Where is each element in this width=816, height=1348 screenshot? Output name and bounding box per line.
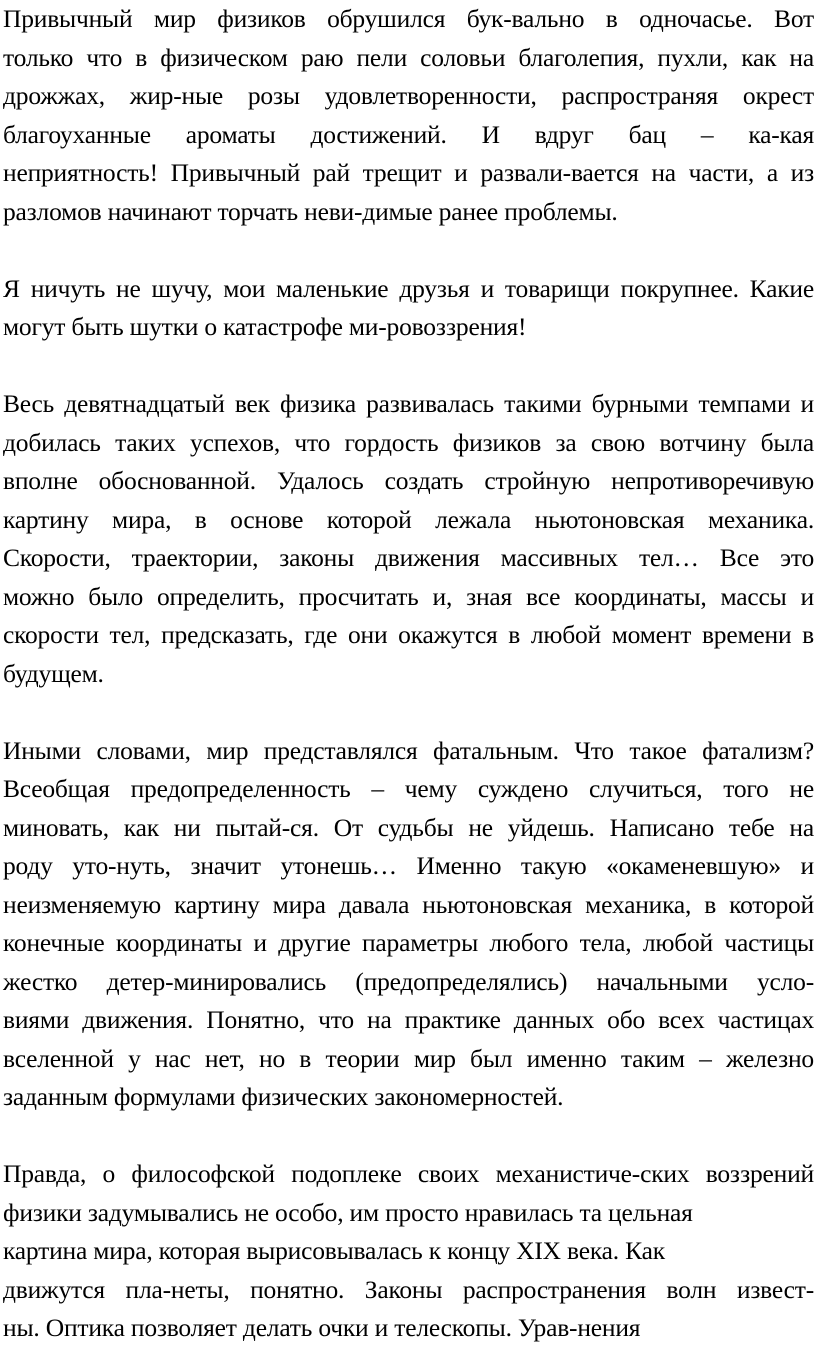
text-line: виями движения. Понятно, что на практике данных обо всех частицах: [3, 1005, 814, 1034]
text-line: конечные координаты и другие параметры любого тела, любой частицы: [3, 928, 814, 957]
document-page: [3, 0, 814, 1348]
text-line: Скорости, траектории, законы движения массивных тел… Все это: [3, 543, 814, 572]
text-line: могут быть шутки о катастрофе ми-ровоззрения!: [3, 312, 527, 341]
text-line: Всеобщая предопределенность – чему суждено случиться, того не: [3, 774, 814, 803]
text-line: только что в физическом раю пели соловьи благолепия, пухли, как на: [3, 42, 814, 72]
text-line: заданным формулами физических закономерностей.: [3, 1082, 564, 1111]
text-line: Я ничуть не шучу, мои маленькие друзья и товарищи покрупнее. Какие: [3, 273, 814, 303]
text-line: роду уто-нуть, значит утонешь… Именно такую «окаменевшую» и: [3, 851, 814, 880]
text-line: жестко детер-минировались (предопределялись) начальными усло-: [3, 966, 814, 996]
paragraph-gap: [3, 231, 814, 270]
text-line: вселенной у нас нет, но в теории мир был именно таким – железно: [3, 1043, 814, 1073]
text-line: можно было определить, просчитать и, зная все координаты, массы и: [3, 581, 814, 611]
paragraph-gap: [3, 693, 814, 732]
text-line: ны. Оптика позволяет делать очки и телескопы. Урав-нения: [3, 1313, 641, 1342]
text-line: скорости тел, предсказать, где они окажутся в любой момент времени в: [3, 620, 814, 649]
text-line: Весь девятнадцатый век физика развивалась такими бурными темпами и: [3, 389, 814, 418]
text-line: Правда, о философской подоплеке своих механистиче-ских воззрений: [3, 1159, 814, 1188]
text-line: движутся пла-неты, понятно. Законы распространения волн извест-: [3, 1274, 814, 1304]
text-line: физики задумывались не особо, им просто нравилась та цельная: [3, 1197, 693, 1227]
paragraph-3: [3, 385, 814, 693]
text-line: Привычный мир физиков обрушился бук-вально в одночасье. Вот: [3, 4, 814, 33]
text-line: Иными словами, мир представлялся фатальным. Что такое фатализм?: [3, 735, 814, 765]
text-line: добилась таких успехов, что гордость физиков за свою вотчину была: [3, 427, 814, 457]
paragraph-1: [3, 0, 814, 231]
text-line: картину мира, в основе которой лежала ньютоновская механика.: [3, 504, 814, 534]
text-line: неприятность! Привычный рай трещит и развали-вается на части, а из: [3, 158, 814, 187]
text-line: благоуханные ароматы достижений. И вдруг бац – ка-кая: [3, 119, 814, 149]
text-line: будущем.: [3, 658, 104, 688]
text-line: неизменяемую картину мира давала ньютоновская механика, в которой: [3, 889, 814, 919]
paragraph-gap: [3, 347, 814, 386]
paragraph-4: [3, 732, 814, 1117]
paragraph-gap: [3, 1117, 814, 1156]
text-line: дрожжах, жир-ные розы удовлетворенности, распространяя окрест: [3, 81, 814, 110]
text-line: миновать, как ни пытай-ся. От судьбы не уйдешь. Написано тебе на: [3, 812, 814, 842]
text-line: вполне обоснованной. Удалось создать стройную непротиворечивую: [3, 466, 814, 495]
text-line: разломов начинают торчать неви-димые ранее проблемы.: [3, 196, 618, 226]
paragraph-5: [3, 1155, 814, 1348]
text-line: картина мира, которая вырисовывалась к концу XIX века. Как: [3, 1236, 665, 1265]
paragraph-2: [3, 270, 814, 347]
